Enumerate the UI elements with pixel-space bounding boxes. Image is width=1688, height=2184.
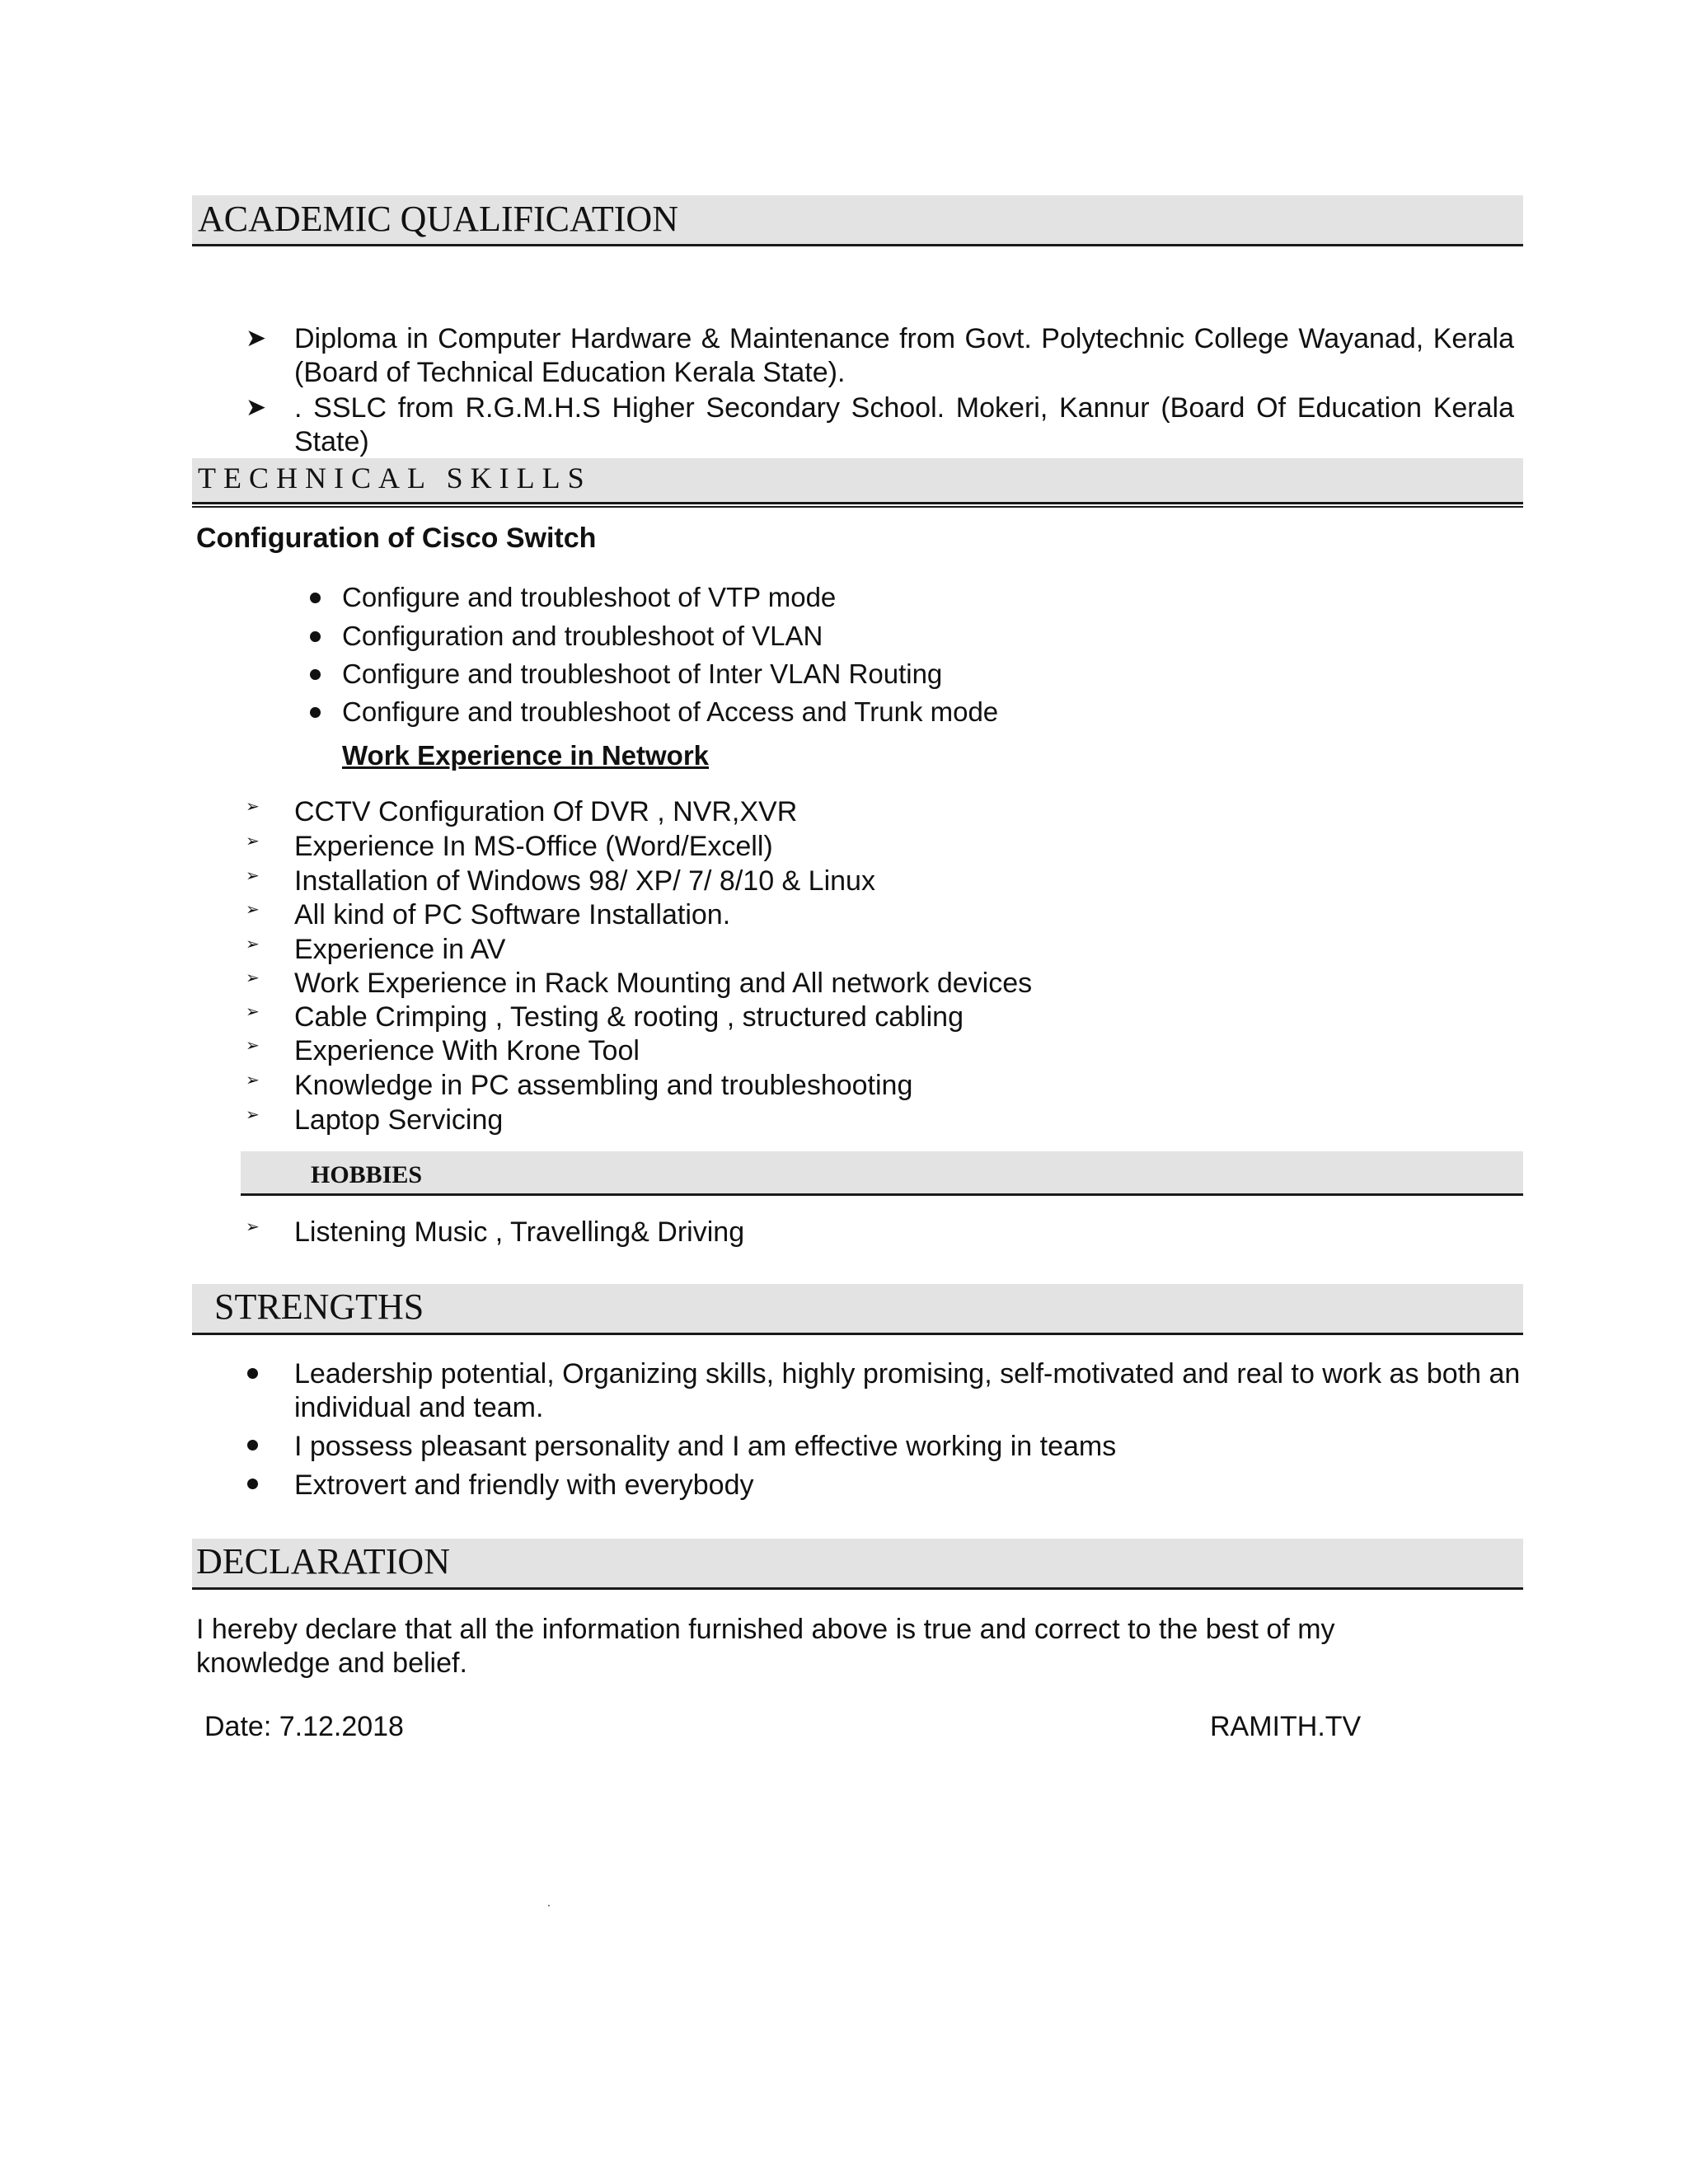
hobbies-heading-bar: [241, 1151, 1523, 1196]
academic-heading: ACADEMIC QUALIFICATION: [198, 199, 678, 239]
arrow-bullet-icon: ➢: [246, 1216, 260, 1236]
bullet-dot-icon: [247, 1479, 258, 1489]
strengths-item: Leadership potential, Organizing skills, highly promising, self-motivated and real to work as both an individual and team.: [294, 1358, 1521, 1423]
arrow-bullet-icon: ➢: [246, 934, 260, 954]
signature-name: RAMITH.TV: [1210, 1711, 1362, 1742]
declaration-heading: DECLARATION: [196, 1541, 450, 1582]
strengths-item: I possess pleasant personality and I am effective working in teams: [294, 1431, 1117, 1462]
arrow-bullet-icon: ➢: [246, 1070, 260, 1090]
bullet-dot-icon: [310, 593, 321, 603]
bullet-dot-icon: [310, 631, 321, 642]
hobbies-heading: HOBBIES: [311, 1161, 423, 1188]
arrow-bullet-icon: ➢: [246, 1001, 260, 1021]
arrow-bullet-icon: ➤: [246, 324, 267, 353]
cisco-item: Configure and troubleshoot of VTP mode: [342, 582, 837, 612]
declaration-date: Date: 7.12.2018: [204, 1711, 404, 1742]
declaration-text: I hereby declare that all the information furnished above is true and correct to the best of my knowledge and belief.: [196, 1614, 1335, 1679]
bullet-dot-icon: [247, 1440, 258, 1451]
work-item: All kind of PC Software Installation.: [294, 899, 731, 930]
technical-heading: TECHNICAL SKILLS: [198, 462, 592, 494]
cisco-subheading: Configuration of Cisco Switch: [196, 523, 597, 554]
arrow-bullet-icon: ➢: [246, 899, 260, 919]
cisco-item: Configuration and troubleshoot of VLAN: [342, 621, 823, 651]
technical-heading-underline: [192, 506, 1523, 508]
arrow-bullet-icon: ➤: [246, 393, 267, 422]
arrow-bullet-icon: ➢: [246, 968, 260, 987]
footer-mark: .: [547, 1896, 551, 1909]
work-item: Installation of Windows 98/ XP/ 7/ 8/10 & Linux: [294, 865, 875, 897]
work-item: Experience in AV: [294, 934, 506, 965]
bullet-dot-icon: [310, 707, 321, 718]
bullet-dot-icon: [247, 1368, 258, 1379]
strengths-heading: STRENGTHS: [214, 1286, 424, 1327]
arrow-bullet-icon: ➢: [246, 1035, 260, 1055]
bullet-dot-icon: [310, 669, 321, 680]
arrow-bullet-icon: ➢: [246, 865, 260, 885]
strengths-item: Extrovert and friendly with everybody: [294, 1469, 754, 1501]
work-heading: Work Experience in Network: [342, 740, 710, 771]
cisco-item: Configure and troubleshoot of Inter VLAN Routing: [342, 658, 943, 689]
work-item: Cable Crimping , Testing & rooting , structured cabling: [294, 1001, 964, 1033]
work-item: Knowledge in PC assembling and troubleshooting: [294, 1070, 913, 1101]
work-item: Experience With Krone Tool: [294, 1035, 640, 1066]
work-item: Work Experience in Rack Mounting and All network devices: [294, 968, 1033, 999]
arrow-bullet-icon: ➢: [246, 1104, 260, 1124]
cisco-item: Configure and troubleshoot of Access and Trunk mode: [342, 696, 999, 727]
arrow-bullet-icon: ➢: [246, 796, 260, 816]
hobbies-item: Listening Music , Travelling& Driving: [294, 1216, 745, 1248]
work-item: CCTV Configuration Of DVR , NVR,XVR: [294, 796, 798, 827]
academic-item-sslc: . SSLC from R.G.M.H.S Higher Secondary School. Mokeri, Kannur (Board Of Education Kerala State): [294, 392, 1514, 457]
work-item: Laptop Servicing: [294, 1104, 504, 1136]
arrow-bullet-icon: ➢: [246, 831, 260, 851]
work-item: Experience In MS-Office (Word/Excell): [294, 831, 773, 862]
academic-item-diploma: Diploma in Computer Hardware & Maintenance from Govt. Polytechnic College Wayanad, Kerala (Board of Technical Education Kerala State).: [294, 323, 1514, 388]
